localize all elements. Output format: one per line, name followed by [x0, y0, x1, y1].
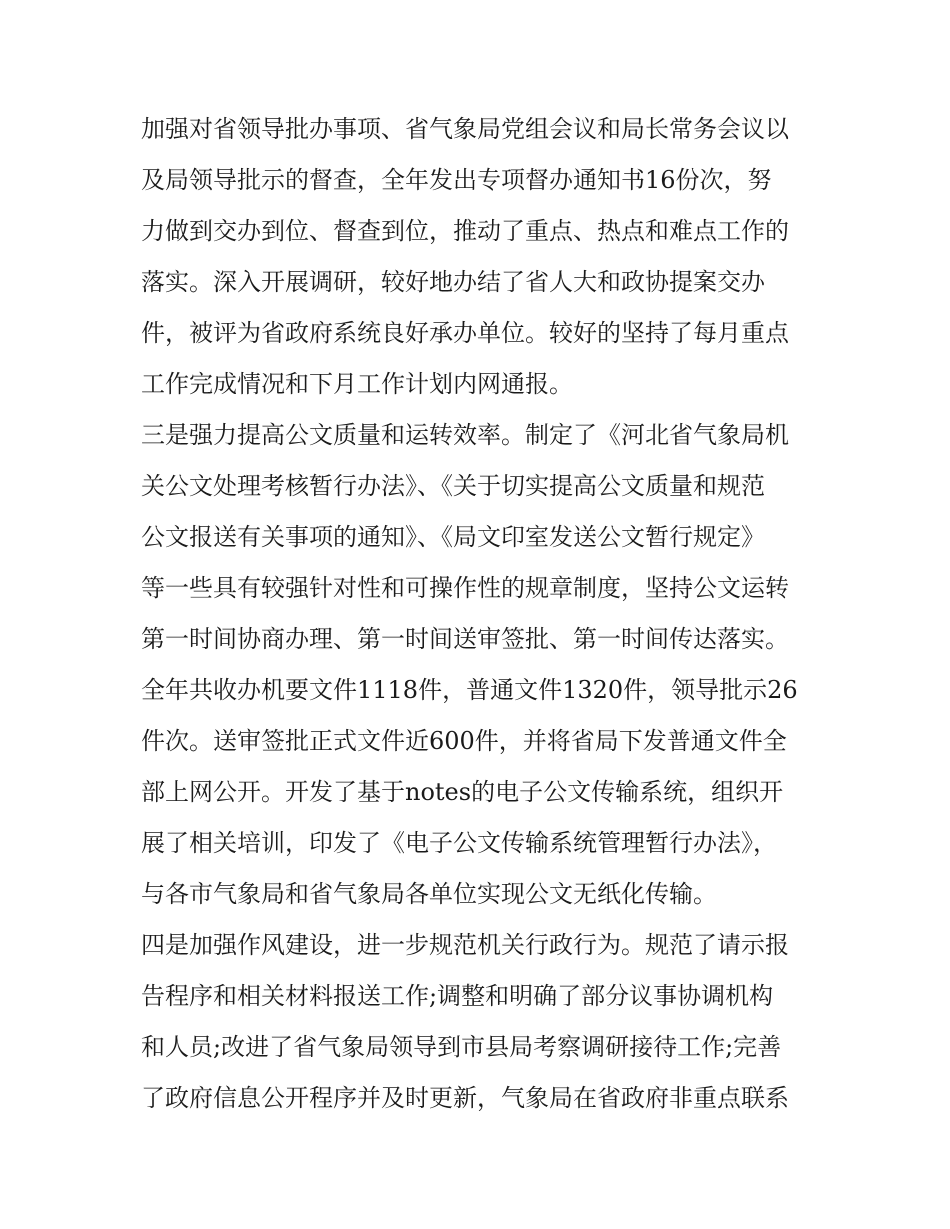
- text-line-17: 四是加强作风建设，进一步规范机关行政行为。规范了请示报: [141, 931, 789, 959]
- text-line-7: 三是强力提高公文质量和运转效率。制定了《河北省气象局机: [141, 421, 789, 449]
- text-line-10: 等一些具有较强针对性和可操作性的规章制度，坚持公文运转: [141, 574, 789, 602]
- text-line-11: 第一时间协商办理、第一时间送审签批、第一时间传达落实。: [141, 625, 789, 653]
- text-line-20: 了政府信息公开程序并及时更新，气象局在省政府非重点联系: [141, 1084, 789, 1112]
- text-line-12: 全年共收办机要文件1118件，普通文件1320件，领导批示26: [141, 676, 798, 704]
- text-line-18: 告程序和相关材料报送工作;调整和明确了部分议事协调机构: [141, 982, 774, 1010]
- text-line-9: 公文报送有关事项的通知》、《局文印室发送公文暂行规定》: [141, 523, 765, 551]
- text-line-2: 及局领导批示的督查，全年发出专项督办通知书16份次，努: [141, 166, 772, 194]
- text-line-13: 件次。送审签批正式文件近600件，并将省局下发普通文件全: [141, 727, 787, 755]
- text-line-5: 件，被评为省政府系统良好承办单位。较好的坚持了每月重点: [141, 319, 789, 347]
- text-line-4: 落实。深入开展调研，较好地办结了省人大和政协提案交办: [141, 268, 765, 296]
- text-line-6: 工作完成情况和下月工作计划内网通报。: [141, 370, 573, 398]
- text-line-8: 关公文处理考核暂行办法》、《关于切实提高公文质量和规范: [141, 472, 765, 500]
- text-line-19: 和人员;改进了省气象局领导到市县局考察调研接待工作;完善: [141, 1033, 782, 1061]
- text-line-16: 与各市气象局和省气象局各单位实现公文无纸化传输。: [141, 880, 717, 908]
- text-line-14: 部上网公开。开发了基于notes的电子公文传输系统，组织开: [141, 778, 784, 806]
- text-line-15: 展了相关培训，印发了《电子公文传输系统管理暂行办法》，: [141, 829, 777, 857]
- text-line-3: 力做到交办到位、督查到位，推动了重点、热点和难点工作的: [141, 217, 789, 245]
- text-line-1: 加强对省领导批办事项、省气象局党组会议和局长常务会议以: [141, 115, 789, 143]
